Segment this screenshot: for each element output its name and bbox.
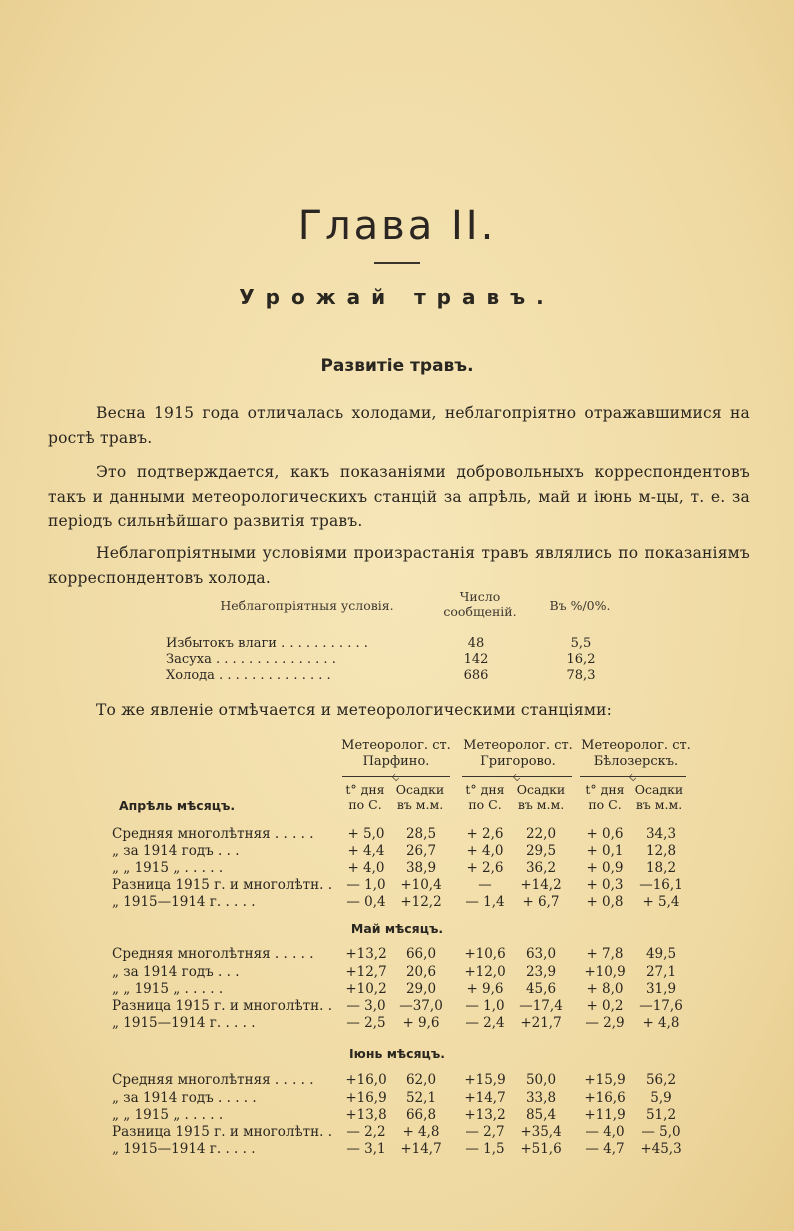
temperature-cell: + 2,6: [466, 826, 504, 842]
station-name: Парфино.: [362, 754, 430, 769]
precip-column-header: Осадки въ м.м.: [395, 782, 445, 812]
precipitation-cell: —17,4: [519, 998, 563, 1014]
station-name: Григорово.: [480, 754, 556, 769]
precipitation-cell: 26,7: [405, 843, 437, 859]
precipitation-cell: +14,7: [400, 1141, 442, 1157]
precipitation-cell: 51,2: [645, 1107, 677, 1123]
row-label: „ „ 1915 „ . . . . .: [112, 1107, 224, 1123]
precipitation-cell: 66,8: [405, 1107, 437, 1123]
precipitation-cell: +45,3: [640, 1141, 682, 1157]
temperature-cell: — 1,0: [465, 998, 505, 1014]
paragraph-4: То же явленіе отмѣчается и метеорологическими станціями:: [96, 701, 613, 719]
precipitation-cell: —37,0: [399, 998, 443, 1014]
temperature-cell: — 3,0: [346, 998, 386, 1014]
table-row: [112, 946, 712, 963]
table-row: [112, 894, 712, 911]
table-row: [112, 1141, 712, 1158]
station-type: Метеоролог. ст.: [341, 738, 451, 753]
temperature-cell: +13,2: [464, 1107, 506, 1123]
table-row: [112, 981, 712, 998]
percent-cell: 78,3: [566, 668, 596, 683]
temperature-cell: + 4,0: [347, 860, 385, 876]
precipitation-cell: —16,1: [639, 877, 683, 893]
precipitation-cell: 66,0: [405, 946, 437, 962]
table-row: [112, 1072, 712, 1089]
temperature-cell: + 4,0: [466, 843, 504, 859]
table-row: [112, 998, 712, 1015]
temperature-cell: + 2,6: [466, 860, 504, 876]
table-row: [112, 860, 712, 877]
percent-cell: 16,2: [566, 652, 596, 667]
temperature-cell: +10,9: [584, 964, 626, 980]
table-row: [166, 652, 626, 668]
temperature-cell: + 4,4: [347, 843, 385, 859]
station-type: Метеоролог. ст.: [463, 738, 573, 753]
row-label: Засуха . . . . . . . . . . . . . . .: [166, 652, 336, 667]
table-row: [112, 1107, 712, 1124]
temperature-cell: +14,7: [464, 1090, 506, 1106]
row-label: „ 1915—1914 г. . . . .: [112, 1141, 256, 1157]
table-row: [112, 964, 712, 981]
station-header: [336, 738, 456, 770]
count-cell: 48: [467, 636, 485, 651]
station-header: [458, 738, 578, 770]
precipitation-cell: — 5,0: [641, 1124, 681, 1140]
month-heading: Іюнь мѣсяцъ.: [349, 1046, 445, 1061]
temperature-cell: — 1,4: [465, 894, 505, 910]
row-label: Разница 1915 г. и многолѣтн. .: [112, 877, 332, 893]
precipitation-cell: 50,0: [525, 1072, 557, 1088]
temperature-cell: — 2,4: [465, 1015, 505, 1031]
precip-column-header: Осадки въ м.м.: [634, 782, 684, 812]
temperature-cell: + 7,8: [586, 946, 624, 962]
precipitation-cell: 52,1: [405, 1090, 437, 1106]
temperature-cell: — 1,5: [465, 1141, 505, 1157]
temperature-cell: + 0,9: [586, 860, 624, 876]
precipitation-cell: 23,9: [525, 964, 557, 980]
table-row: [112, 877, 712, 894]
title-rule: [374, 262, 420, 264]
row-label: Разница 1915 г. и многолѣтн. .: [112, 998, 332, 1014]
precipitation-cell: + 4,8: [642, 1015, 680, 1031]
precipitation-cell: +35,4: [520, 1124, 562, 1140]
temperature-cell: + 0,3: [586, 877, 624, 893]
temp-column-header: t° дня по С.: [465, 782, 505, 812]
row-label: Средняя многолѣтняя . . . . .: [112, 826, 314, 842]
chapter-title: Глава II.: [297, 203, 497, 249]
temperature-cell: +13,8: [345, 1107, 387, 1123]
precipitation-cell: 31,9: [645, 981, 677, 997]
precipitation-cell: 34,3: [645, 826, 677, 842]
temperature-cell: — 2,9: [585, 1015, 625, 1031]
table-row: [112, 1090, 712, 1107]
conditions-header: Неблагопріятныя условія.: [220, 598, 394, 613]
precipitation-cell: + 9,6: [402, 1015, 440, 1031]
table-row: [166, 636, 626, 652]
temp-column-header: t° дня по С.: [585, 782, 625, 812]
paragraph-3: Неблагопріятными условіями произрастанія травъ являлись по показаніямъ корреспондентовъ холода.: [48, 544, 750, 587]
precipitation-cell: 85,4: [525, 1107, 557, 1123]
precipitation-cell: 45,6: [525, 981, 557, 997]
temperature-cell: +16,6: [584, 1090, 626, 1106]
temperature-cell: — 0,4: [346, 894, 386, 910]
precipitation-cell: 33,8: [525, 1090, 557, 1106]
temperature-cell: +13,2: [345, 946, 387, 962]
precipitation-cell: 5,9: [650, 1090, 672, 1106]
row-label: Холода . . . . . . . . . . . . . .: [166, 668, 331, 683]
temperature-cell: +12,0: [464, 964, 506, 980]
precipitation-cell: 28,5: [405, 826, 437, 842]
count-header: Число сообщеній.: [443, 589, 517, 619]
row-label: „ за 1914 годъ . . .: [112, 964, 240, 980]
precipitation-cell: 12,8: [645, 843, 677, 859]
table-row: [112, 1015, 712, 1032]
station-type: Метеоролог. ст.: [581, 738, 691, 753]
count-cell: 142: [463, 652, 489, 667]
temperature-cell: — 4,0: [585, 1124, 625, 1140]
temperature-cell: +16,0: [345, 1072, 387, 1088]
precipitation-cell: —17,6: [639, 998, 683, 1014]
temperature-cell: —: [478, 877, 492, 893]
temperature-cell: — 4,7: [585, 1141, 625, 1157]
precipitation-cell: +51,6: [520, 1141, 562, 1157]
row-label: „ 1915—1914 г. . . . .: [112, 894, 256, 910]
temperature-cell: + 8,0: [586, 981, 624, 997]
row-label: Разница 1915 г. и многолѣтн. .: [112, 1124, 332, 1140]
temperature-cell: — 1,0: [346, 877, 386, 893]
precipitation-cell: + 5,4: [642, 894, 680, 910]
precipitation-cell: 63,0: [525, 946, 557, 962]
month-heading: Май мѣсяцъ.: [350, 921, 444, 936]
table-row: [166, 668, 626, 684]
paragraph-1: Весна 1915 года отличалась холодами, неблагопріятно отражавшимися на ростѣ травъ.: [48, 404, 750, 447]
temperature-cell: +15,9: [464, 1072, 506, 1088]
row-label: Средняя многолѣтняя . . . . .: [112, 1072, 314, 1088]
precipitation-cell: +21,7: [520, 1015, 562, 1031]
temperature-cell: +15,9: [584, 1072, 626, 1088]
temp-column-header: t° дня по С.: [345, 782, 385, 812]
row-label: „ за 1914 годъ . . .: [112, 843, 240, 859]
row-label: „ „ 1915 „ . . . . .: [112, 981, 224, 997]
temperature-cell: +10,6: [464, 946, 506, 962]
temperature-cell: — 2,2: [346, 1124, 386, 1140]
temperature-cell: — 2,5: [346, 1015, 386, 1031]
row-label: „ за 1914 годъ . . . . .: [112, 1090, 257, 1106]
temperature-cell: — 2,7: [465, 1124, 505, 1140]
temperature-cell: — 3,1: [346, 1141, 386, 1157]
percent-header: Въ %/0%.: [549, 598, 611, 613]
section-title: Развитіе травъ.: [320, 356, 474, 376]
temperature-cell: + 9,6: [466, 981, 504, 997]
temperature-cell: +11,9: [584, 1107, 626, 1123]
precipitation-cell: 62,0: [405, 1072, 437, 1088]
month-heading: Апрѣль мѣсяцъ.: [119, 798, 236, 813]
precipitation-cell: +14,2: [520, 877, 562, 893]
temperature-cell: +12,7: [345, 964, 387, 980]
percent-cell: 5,5: [570, 636, 592, 651]
precipitation-cell: 20,6: [405, 964, 437, 980]
row-label: Средняя многолѣтняя . . . . .: [112, 946, 314, 962]
station-name: Бѣлозерскъ.: [593, 754, 679, 769]
precipitation-cell: 22,0: [525, 826, 557, 842]
temperature-cell: + 0,1: [586, 843, 624, 859]
temperature-cell: + 0,2: [586, 998, 624, 1014]
count-cell: 686: [463, 668, 489, 683]
precipitation-cell: + 6,7: [522, 894, 560, 910]
precipitation-cell: 29,5: [525, 843, 557, 859]
temperature-cell: + 5,0: [347, 826, 385, 842]
temperature-cell: + 0,8: [586, 894, 624, 910]
temperature-cell: +16,9: [345, 1090, 387, 1106]
precipitation-cell: +10,4: [400, 877, 442, 893]
row-label: „ „ 1915 „ . . . . .: [112, 860, 224, 876]
table-row: [112, 843, 712, 860]
precipitation-cell: 18,2: [645, 860, 677, 876]
precipitation-cell: 49,5: [645, 946, 677, 962]
precipitation-cell: 27,1: [645, 964, 677, 980]
row-label: „ 1915—1914 г. . . . .: [112, 1015, 256, 1031]
table-row: [112, 1124, 712, 1141]
table-row: [112, 826, 712, 843]
paragraph-2: Это подтверждается, какъ показаніями добровольныхъ корреспондентовъ такъ и данными метеорологическихъ станцій за апрѣль, май и іюнь м-цы, т. е. за періодъ сильнѣйшаго развитія травъ.: [48, 463, 750, 530]
chapter-subtitle: Урожай травъ.: [239, 285, 555, 309]
precipitation-cell: 56,2: [645, 1072, 677, 1088]
precipitation-cell: 36,2: [525, 860, 557, 876]
precip-column-header: Осадки въ м.м.: [516, 782, 566, 812]
station-header: [576, 738, 696, 770]
precipitation-cell: + 4,8: [402, 1124, 440, 1140]
precipitation-cell: +12,2: [400, 894, 442, 910]
precipitation-cell: 29,0: [405, 981, 437, 997]
row-label: Избытокъ влаги . . . . . . . . . . .: [166, 636, 368, 651]
temperature-cell: +10,2: [345, 981, 387, 997]
precipitation-cell: 38,9: [405, 860, 437, 876]
temperature-cell: + 0,6: [586, 826, 624, 842]
